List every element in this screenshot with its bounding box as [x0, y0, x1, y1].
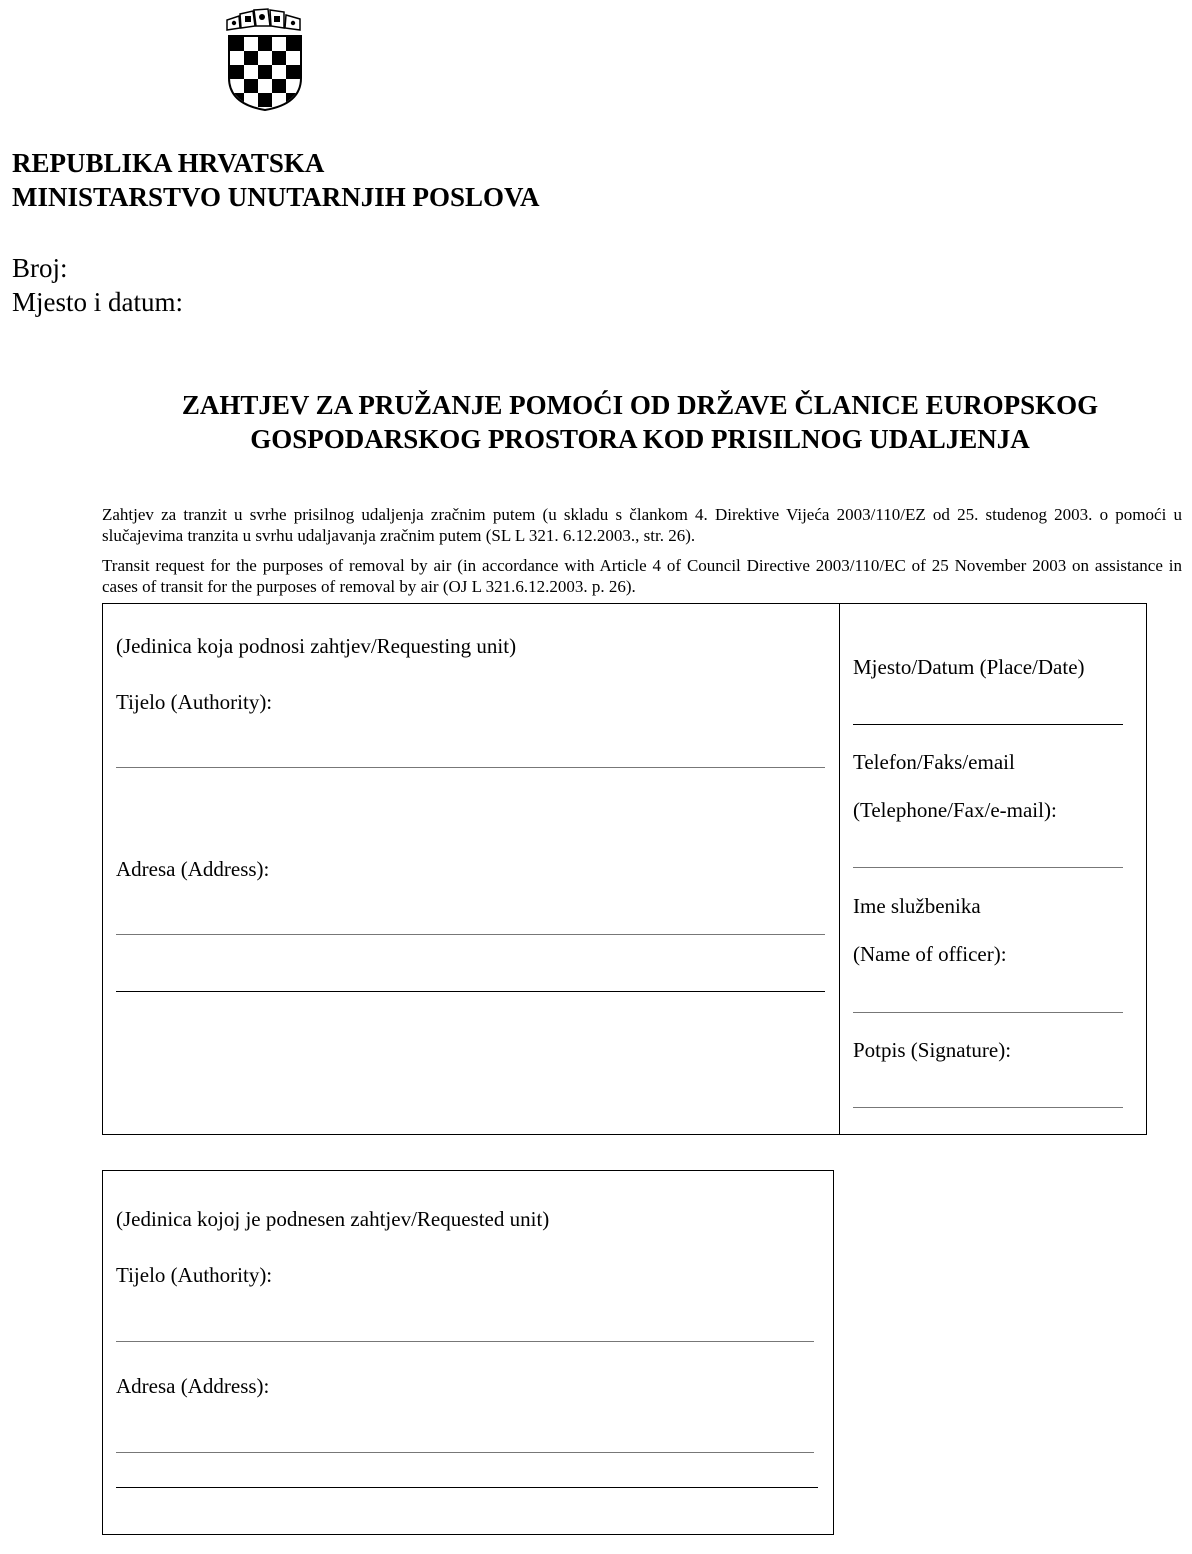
requesting-address-field-2[interactable] — [116, 991, 825, 992]
officer-field[interactable] — [853, 1012, 1123, 1013]
intro-en: Transit request for the purposes of removal by air (in accordance with Article 4 of Council Directive 2003/110/EC of 25 November 2003 on assistance in cases of transit for the purposes of removal by air (OJ L 321.6.12.2003. p. 26). — [102, 556, 1182, 596]
officer-label-1: Ime službenika — [853, 894, 981, 918]
signature-field[interactable] — [853, 1107, 1123, 1108]
requested-address-label: Adresa (Address): — [116, 1374, 270, 1398]
ministry-name: MINISTARSTVO UNUTARNJIH POSLOVA — [12, 182, 540, 212]
requesting-unit-heading: (Jedinica koja podnosi zahtjev/Requesting unit) — [116, 634, 517, 658]
place-date-field[interactable] — [853, 724, 1123, 725]
document-title-line1: ZAHTJEV ZA PRUŽANJE POMOĆI OD DRŽAVE ČLANICE EUROPSKOG — [181, 390, 1099, 420]
phone-label-2: (Telephone/Fax/e-mail): — [853, 798, 1057, 822]
requested-authority-label: Tijelo (Authority): — [116, 1263, 273, 1287]
country-name: REPUBLIKA HRVATSKA — [12, 148, 325, 178]
phone-label-1: Telefon/Faks/email — [853, 750, 1015, 774]
intro-hr: Zahtjev za tranzit u svrhe prisilnog udaljenja zračnim putem (u skladu s člankom 4. Direktive Vijeća 2003/110/EZ od 25. studenog 2003. o pomoći u slučajevima tranzita u svrhu udaljavanja zračnim putem (SL L 321. 6.12.2003., str. 26). — [102, 505, 1182, 545]
box-divider — [839, 603, 840, 1135]
requesting-authority-field[interactable] — [116, 767, 825, 768]
document-title-line2: GOSPODARSKOG PROSTORA KOD PRISILNOG UDALJENJA — [250, 424, 1030, 454]
coat-of-arms-icon — [224, 8, 306, 112]
officer-label-2: (Name of officer): — [853, 942, 1007, 966]
requested-authority-field[interactable] — [116, 1341, 814, 1342]
requested-unit-heading: (Jedinica kojoj je podnesen zahtjev/Requested unit) — [116, 1207, 550, 1231]
requested-address-field-2[interactable] — [116, 1487, 818, 1488]
place-date-label: Mjesto i datum: — [12, 287, 183, 317]
signature-label: Potpis (Signature): — [853, 1038, 1012, 1062]
requesting-address-label: Adresa (Address): — [116, 857, 270, 881]
place-date-field-label: Mjesto/Datum (Place/Date) — [853, 655, 1085, 679]
phone-field[interactable] — [853, 867, 1123, 868]
requested-address-field-1[interactable] — [116, 1452, 814, 1453]
number-label: Broj: — [12, 253, 68, 283]
requesting-authority-label: Tijelo (Authority): — [116, 690, 273, 714]
requesting-address-field-1[interactable] — [116, 934, 825, 935]
